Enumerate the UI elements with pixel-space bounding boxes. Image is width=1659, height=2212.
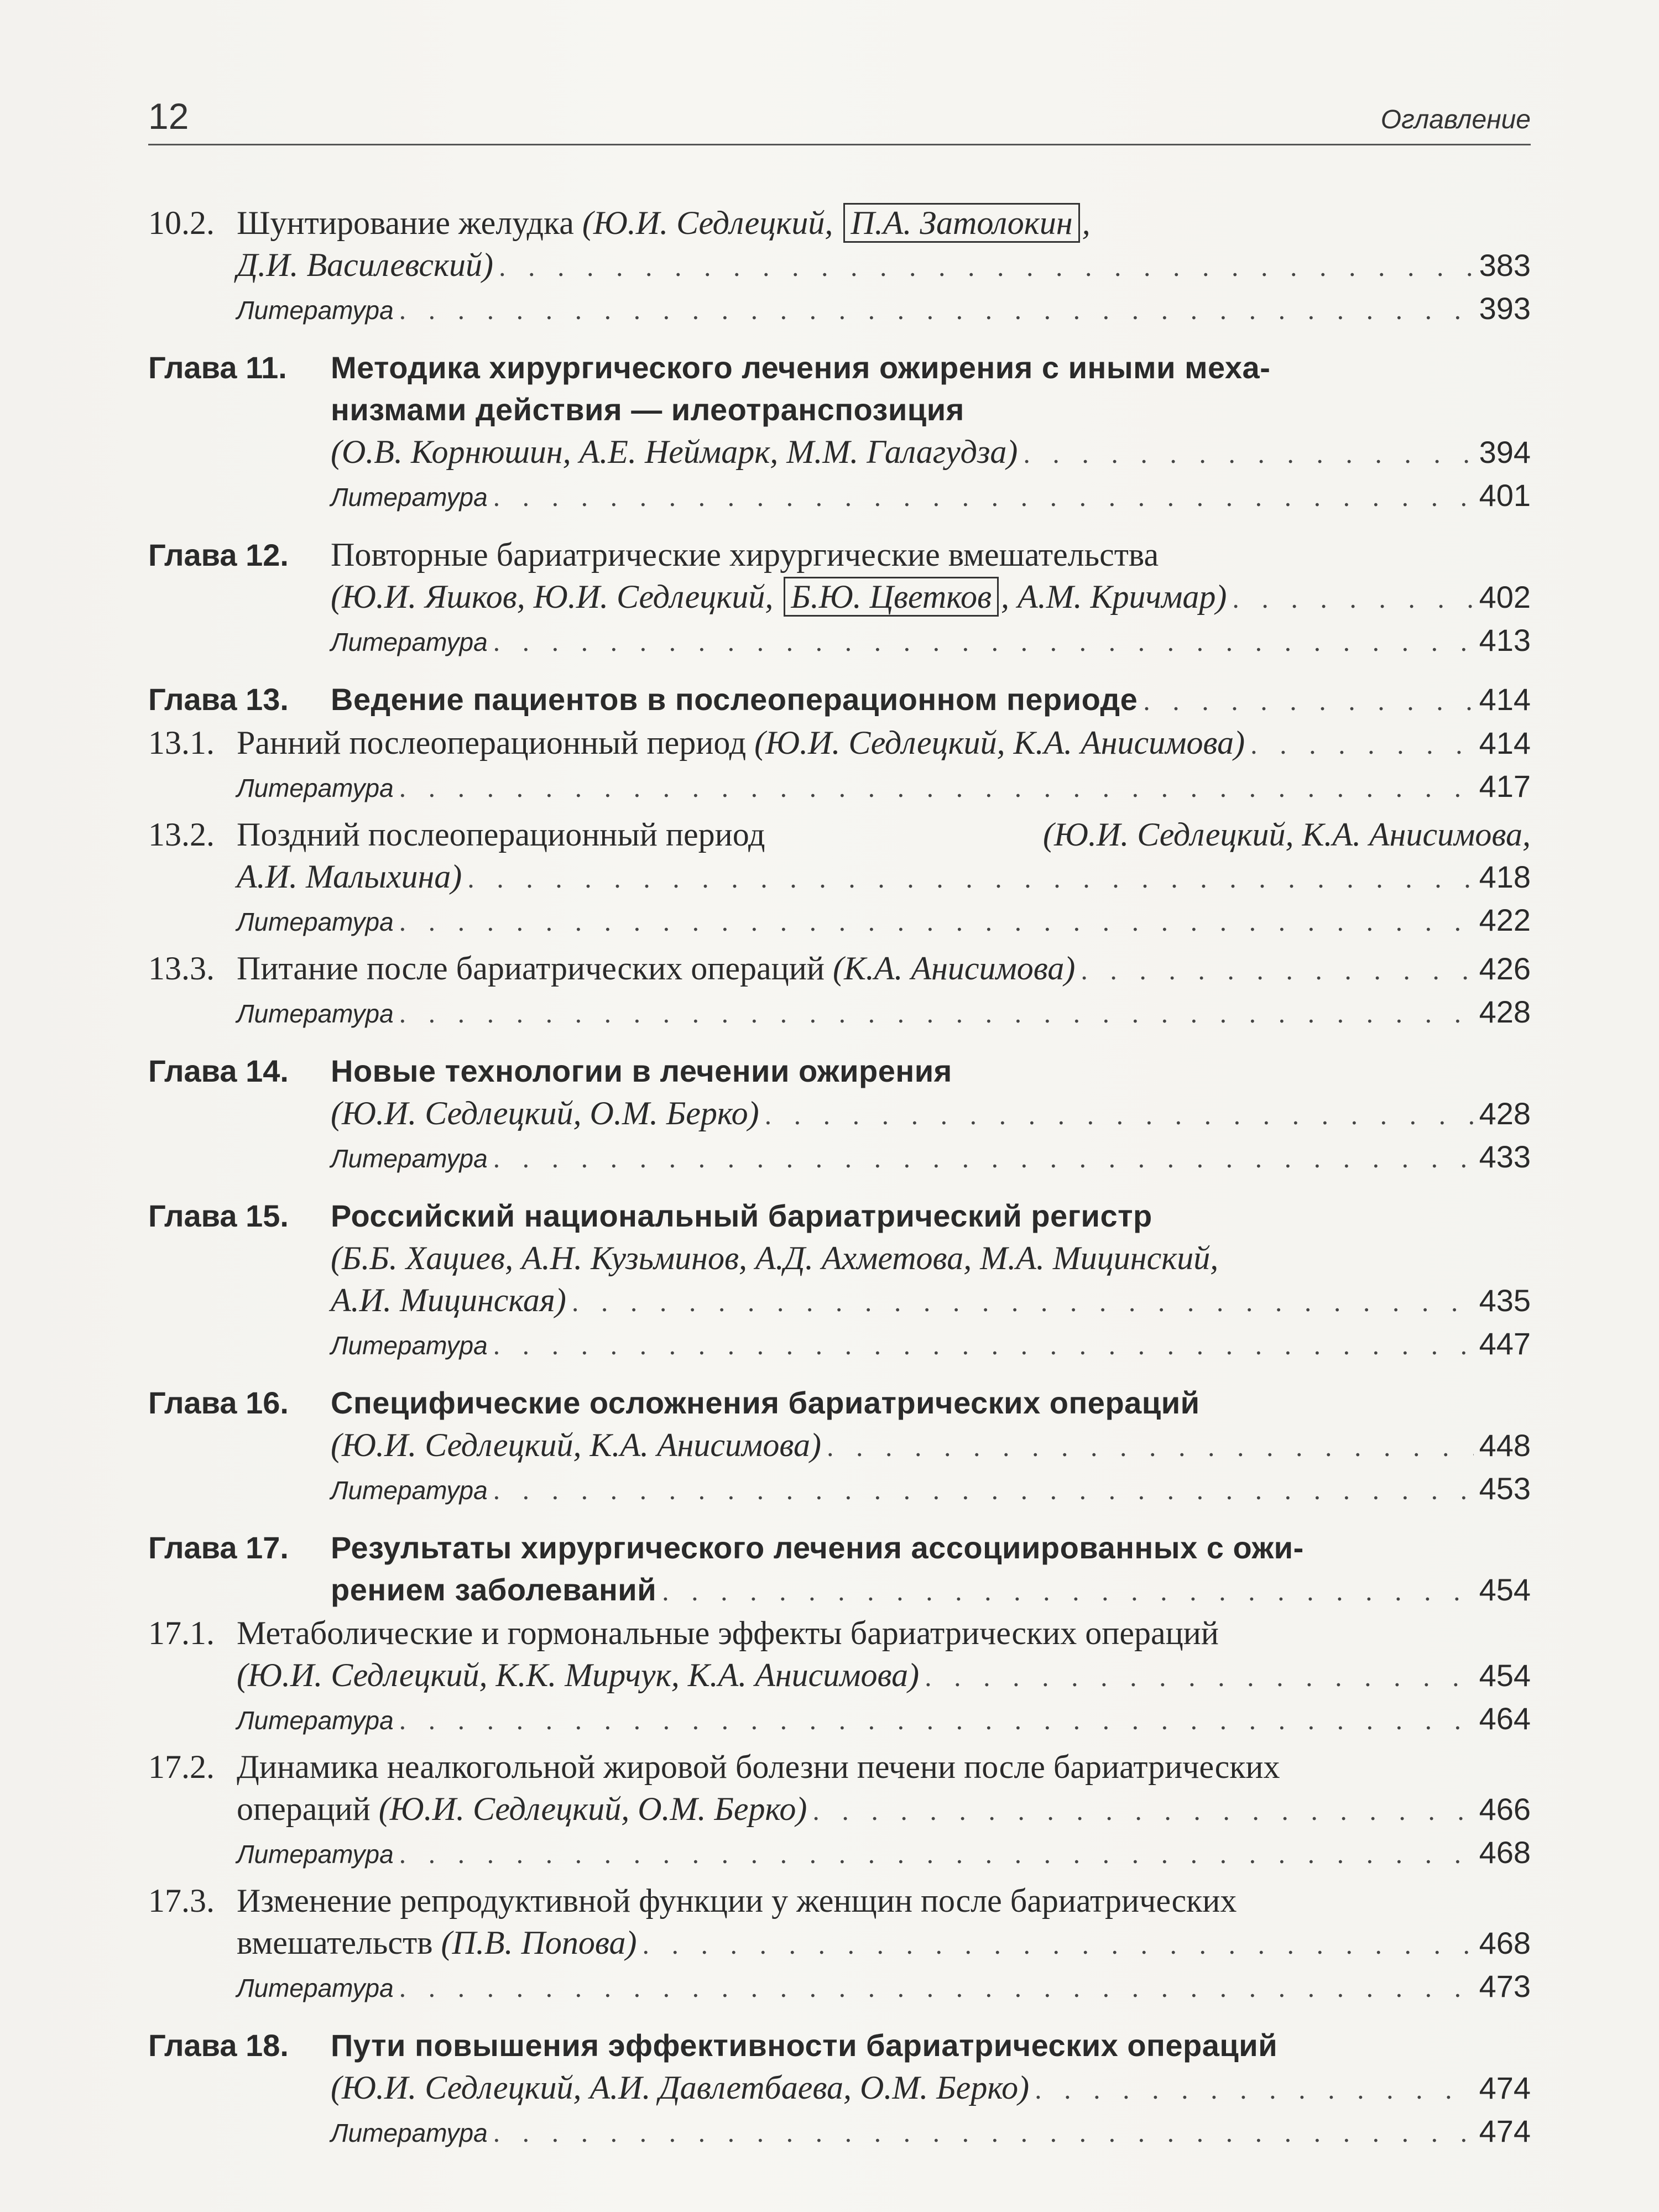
leader-dots (499, 246, 1474, 288)
leader-dots (1081, 949, 1473, 991)
page-ref: 418 (1479, 859, 1531, 894)
authors: (Б.Б. Хациев, А.Н. Кузьминов, А.Д. Ахметова, М.А. Мицинский, (331, 1240, 1219, 1276)
section-title: Шунтирование желудка (237, 205, 574, 241)
leader-dots (399, 289, 1474, 331)
leader-dots (1143, 680, 1473, 722)
section-title-cont: вмешательств (237, 1924, 433, 1961)
chapter-title: Результаты хирургического лечения ассоциированных с ожи- (331, 1530, 1304, 1565)
toc-section-13-2 (148, 813, 1531, 943)
chapter-title: Ведение пациентов в послеоперационном периоде (331, 682, 1138, 717)
page-ref: 473 (1479, 1969, 1531, 2004)
literature-label: Литература (331, 483, 488, 512)
chapter-title: Новые технологии в лечении ожирения (331, 1053, 952, 1088)
authors: (Ю.И. Седлецкий, К.К. Мирчук, К.А. Анисимова) (237, 1657, 920, 1693)
chapter-label: Глава 11. (148, 350, 287, 385)
leader-dots (812, 1790, 1473, 1832)
section-number: 10.2. (148, 205, 215, 241)
page-ref: 454 (1479, 1658, 1531, 1693)
toc-chapter-14 (148, 1050, 1531, 1180)
toc-chapter-15 (148, 1195, 1531, 1366)
page-number: 12 (148, 96, 189, 137)
literature-label: Литература (237, 1706, 394, 1735)
authors: (Ю.И. Седлецкий, К.А. Анисимова) (331, 1427, 821, 1463)
authors: А.И. Мицинская) (331, 1282, 566, 1318)
leader-dots (572, 1281, 1474, 1323)
leader-dots (493, 1324, 1474, 1366)
chapter-label: Глава 13. (148, 682, 289, 717)
leader-dots (399, 1699, 1474, 1741)
authors: (Ю.И. Седлецкий, О.М. Берко) (378, 1791, 807, 1827)
chapter-title: Пути повышения эффективности бариатрических операций (331, 2028, 1278, 2063)
page-ref: 454 (1479, 1572, 1531, 1607)
chapter-label: Глава 16. (148, 1385, 289, 1420)
literature-label: Литература (331, 2119, 488, 2147)
leader-dots (493, 476, 1474, 518)
page-ref: 464 (1479, 1701, 1531, 1736)
leader-dots (925, 1656, 1473, 1698)
toc-entry-10-2: 10.2. Шунтирование желудка (Ю.И. Седлецкий, П.А. Затолокин , Д.И. Василевский) . . . 383 Литература . . . 393 (148, 202, 1531, 331)
toc-section-17-2 (148, 1746, 1531, 1875)
page-ref: 426 (1479, 951, 1531, 986)
toc-chapter-12: Глава 12. Повторные бариатрические хирургические вмешательства (Ю.И. Яшков, Ю.И. Седлецкий, Б.Ю. Цветков , А.М. Кричмар) . . . 402 Литература . . . 413 (148, 534, 1531, 663)
section-title: Изменение репродуктивной функции у женщин после бариатрических (237, 1882, 1237, 1919)
page-ref: 447 (1479, 1326, 1531, 1361)
boxed-author: Б.Ю. Цветков (784, 577, 999, 617)
chapter-label: Глава 14. (148, 1053, 289, 1088)
authors: (Ю.И. Седлецкий, А.И. Давлетбаева, О.М. Берко) (331, 2069, 1030, 2106)
leader-dots (493, 1137, 1474, 1179)
literature-label: Литература (237, 999, 394, 1028)
literature-label: Литература (237, 296, 394, 325)
page-ref: 453 (1479, 1471, 1531, 1506)
toc-chapter-11 (148, 347, 1531, 518)
chapter-title: Повторные бариатрические хирургические вмешательства (331, 536, 1159, 573)
page-ref: 474 (1479, 2070, 1531, 2105)
toc-chapter-16 (148, 1382, 1531, 1511)
authors: (П.В. Попова) (441, 1924, 637, 1961)
leader-dots (1023, 432, 1473, 474)
chapter-label: Глава 17. (148, 1530, 289, 1565)
authors: (Ю.И. Седлецкий, К.А. Анисимова, (1043, 816, 1531, 853)
literature-label: Литература (331, 1144, 488, 1173)
page-ref: 474 (1479, 2114, 1531, 2148)
page-ref: 433 (1479, 1139, 1531, 1174)
page-ref: 468 (1479, 1835, 1531, 1870)
section-number: 13.3. (148, 950, 215, 987)
chapter-title-cont: рением заболеваний (331, 1572, 657, 1607)
authors: (К.А. Анисимова) (832, 950, 1076, 987)
chapter-title: Методика хирургического лечения ожирения с иными меха- (331, 350, 1271, 385)
page-ref: 414 (1479, 726, 1531, 760)
toc-chapter-18 (148, 2025, 1531, 2154)
page-ref: 448 (1479, 1428, 1531, 1463)
literature-label: Литература (237, 1974, 394, 2002)
section-title: Динамика неалкогольной жировой болезни печени после бариатрических (237, 1749, 1280, 1785)
section-title: Питание после бариатрических операций (237, 950, 825, 987)
page-ref: 468 (1479, 1926, 1531, 1960)
leader-dots (1035, 2068, 1473, 2110)
chapter-label: Глава 12. (148, 538, 289, 572)
leader-dots (399, 1833, 1474, 1875)
leader-dots (493, 620, 1474, 662)
leader-dots (765, 1094, 1474, 1136)
authors: А.И. Малыхина) (237, 858, 462, 895)
chapter-title: Российский национальный бариатрический регистр (331, 1198, 1152, 1233)
table-of-contents (148, 202, 1531, 2169)
authors: (Ю.И. Седлецкий, О.М. Берко) (331, 1095, 759, 1131)
literature-label: Литература (237, 774, 394, 802)
toc-chapter-13 (148, 679, 1531, 1035)
toc-section-17-1 (148, 1612, 1531, 1741)
literature-label: Литература (331, 1476, 488, 1505)
chapter-title-cont: низмами действия — илеотранспозиция (331, 392, 964, 427)
page-ref: 402 (1479, 580, 1531, 614)
authors: (Ю.И. Яшков, Ю.И. Седлецкий, (331, 578, 774, 615)
page-header (148, 94, 1531, 145)
leader-dots (399, 900, 1474, 942)
page-ref: 383 (1479, 248, 1531, 283)
leader-dots (827, 1426, 1474, 1468)
leader-dots (662, 1570, 1473, 1612)
toc-chapter-17 (148, 1527, 1531, 2009)
page-ref: 435 (1479, 1283, 1531, 1318)
section-number: 17.1. (148, 1615, 215, 1651)
section-number: 13.2. (148, 816, 215, 853)
literature-label: Литература (237, 1840, 394, 1869)
leader-dots (399, 766, 1474, 808)
literature-label: Литература (331, 1331, 488, 1360)
page-ref: 466 (1479, 1792, 1531, 1827)
authors: (Ю.И. Седлецкий, (582, 205, 833, 241)
leader-dots (493, 1469, 1474, 1511)
toc-section-13-1 (148, 722, 1531, 809)
page-ref: 413 (1479, 623, 1531, 658)
toc-section-17-3 (148, 1880, 1531, 2009)
authors: (Ю.И. Седлецкий, К.А. Анисимова) (754, 724, 1245, 761)
leader-dots (642, 1923, 1473, 1965)
page-ref: 414 (1479, 682, 1531, 717)
authors: Д.И. Василевский) (237, 247, 494, 283)
leader-dots (399, 1966, 1474, 2008)
authors: (О.В. Корнюшин, А.Е. Неймарк, М.М. Галагудза) (331, 434, 1018, 470)
section-number: 17.3. (148, 1882, 215, 1919)
leader-dots (1232, 577, 1473, 619)
running-title: Оглавление (1380, 105, 1531, 134)
section-number: 13.1. (148, 724, 215, 761)
leader-dots (1250, 723, 1473, 765)
section-title-cont: операций (237, 1791, 371, 1827)
chapter-label: Глава 18. (148, 2028, 289, 2063)
literature-label: Литература (237, 907, 394, 936)
chapter-label: Глава 15. (148, 1198, 289, 1233)
page-ref: 401 (1479, 478, 1531, 513)
page-ref: 422 (1479, 902, 1531, 937)
page-ref: 428 (1479, 1096, 1531, 1131)
chapter-title: Специфические осложнения бариатрических операций (331, 1385, 1200, 1420)
leader-dots (399, 992, 1474, 1034)
page-ref: 428 (1479, 994, 1531, 1029)
leader-dots (467, 857, 1473, 899)
section-number: 17.2. (148, 1749, 215, 1785)
page-ref: 417 (1479, 769, 1531, 804)
page-ref: 394 (1479, 435, 1531, 469)
boxed-author: П.А. Затолокин (843, 203, 1079, 243)
leader-dots (493, 2111, 1474, 2153)
literature-label: Литература (331, 628, 488, 656)
section-title: Метаболические и гормональные эффекты бариатрических операций (237, 1615, 1219, 1651)
section-title: Поздний послеоперационный период (237, 816, 765, 853)
section-title: Ранний послеоперационный период (237, 724, 747, 761)
page-ref: 393 (1479, 291, 1531, 326)
toc-section-13-3 (148, 947, 1531, 1035)
